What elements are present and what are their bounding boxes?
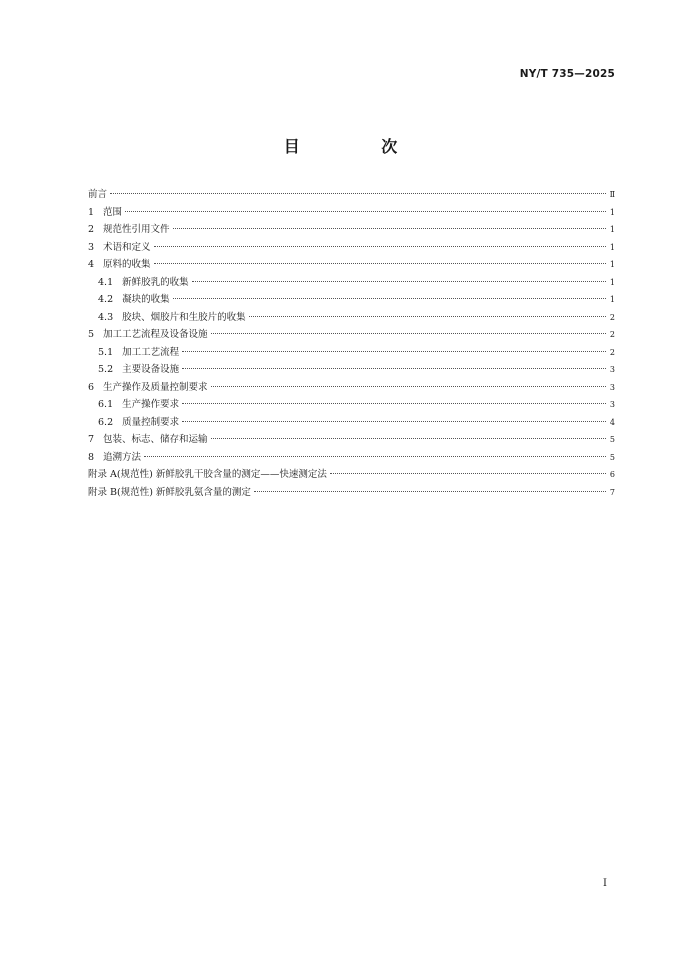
toc-entry-page: 2 xyxy=(609,312,615,322)
toc-leader-dots xyxy=(254,490,606,492)
toc-entry-4-2[interactable] xyxy=(88,291,615,309)
toc-entry-title: 新鲜胶乳的收集 xyxy=(122,276,189,288)
toc-leader-dots xyxy=(182,350,606,352)
toc-entry-title: 主要设备设施 xyxy=(122,364,180,375)
toc-entry-page: 1 xyxy=(609,207,615,217)
toc-entry-5[interactable] xyxy=(88,326,615,344)
toc-entry-3[interactable] xyxy=(88,239,615,257)
table-of-contents xyxy=(88,186,615,501)
toc-entry-4[interactable] xyxy=(88,256,615,274)
toc-entry-number: 6.1 xyxy=(98,399,114,410)
toc-entry-number: 4.2 xyxy=(98,294,114,305)
toc-entry-title: 加工工艺流程 xyxy=(122,346,180,358)
toc-leader-dots xyxy=(154,262,606,264)
toc-entry-title: 规范性引用文件 xyxy=(103,224,170,235)
toc-leader-dots xyxy=(173,297,606,299)
page-number: I xyxy=(603,878,607,889)
toc-entry-page: 1 xyxy=(609,242,615,252)
toc-entry-title: 质量控制要求 xyxy=(122,416,180,428)
toc-entry-number: 6 xyxy=(88,381,95,393)
toc-entry-title: 前言 xyxy=(88,189,108,200)
toc-entry-title: 生产操作及质量控制要求 xyxy=(103,381,208,393)
toc-leader-dots xyxy=(173,227,606,229)
toc-leader-dots xyxy=(330,472,606,474)
toc-entry-4-3[interactable] xyxy=(88,309,615,327)
toc-entry-number: 4 xyxy=(88,259,95,270)
toc-entry-6-1[interactable] xyxy=(88,396,615,414)
toc-entry-title: 胶块、烟胶片和生胶片的收集 xyxy=(122,311,246,323)
toc-entry-7[interactable] xyxy=(88,431,615,449)
toc-entry-2[interactable] xyxy=(88,221,615,239)
toc-entry-appendix-a[interactable] xyxy=(88,466,615,484)
toc-entry-appendix-b[interactable] xyxy=(88,484,615,502)
toc-leader-dots xyxy=(211,437,606,439)
toc-entry-number: 5 xyxy=(88,329,95,340)
toc-entry-page: 6 xyxy=(609,470,615,479)
toc-entry-title: 包装、标志、储存和运输 xyxy=(103,434,208,445)
toc-entry-page: 1 xyxy=(609,277,615,287)
toc-entry-page: 3 xyxy=(609,382,615,392)
toc-entry-title: 加工工艺流程及设备设施 xyxy=(103,329,208,340)
toc-entry-number: 5.2 xyxy=(98,364,114,375)
toc-entry-1[interactable] xyxy=(88,204,615,222)
toc-entry-4-1[interactable] xyxy=(88,274,615,292)
toc-leader-dots xyxy=(110,192,606,194)
toc-entry-title: 附录 A(规范性) 新鲜胶乳干胶含量的测定——快速测定法 xyxy=(88,469,327,480)
toc-title: 目 次 xyxy=(283,137,436,156)
toc-entry-title: 生产操作要求 xyxy=(122,399,180,410)
toc-entry-title: 附录 B(规范性) 新鲜胶乳氨含量的测定 xyxy=(88,486,251,498)
toc-leader-dots xyxy=(192,280,606,282)
toc-leader-dots xyxy=(154,245,606,247)
toc-entry-number: 6.2 xyxy=(98,416,114,428)
toc-leader-dots xyxy=(125,210,606,212)
toc-leader-dots xyxy=(249,315,606,317)
toc-entry-title: 凝块的收集 xyxy=(122,294,170,305)
toc-entry-number: 4.1 xyxy=(98,276,114,288)
toc-entry-page: 7 xyxy=(609,487,615,497)
toc-entry-title: 追溯方法 xyxy=(103,451,142,463)
toc-entry-page: 1 xyxy=(609,225,615,234)
toc-entry-8[interactable] xyxy=(88,449,615,467)
toc-entry-title: 术语和定义 xyxy=(103,241,151,253)
toc-entry-page: 4 xyxy=(609,417,615,427)
toc-entry-title: 原料的收集 xyxy=(103,259,151,270)
toc-entry-page: 1 xyxy=(609,295,615,304)
toc-entry-page: 2 xyxy=(609,347,615,357)
toc-leader-dots xyxy=(182,420,606,422)
toc-entry-number: 2 xyxy=(88,224,95,235)
standard-code: NY/T 735—2025 xyxy=(519,68,615,80)
toc-leader-dots xyxy=(211,332,606,334)
toc-entry-5-2[interactable] xyxy=(88,361,615,379)
toc-entry-6[interactable] xyxy=(88,379,615,397)
toc-entry-page: Ⅱ xyxy=(609,190,615,199)
toc-entry-5-1[interactable] xyxy=(88,344,615,362)
toc-entry-preface[interactable] xyxy=(88,186,615,204)
toc-entry-page: 3 xyxy=(609,365,615,374)
toc-entry-number: 3 xyxy=(88,241,95,253)
toc-leader-dots xyxy=(211,385,606,387)
toc-leader-dots xyxy=(182,402,606,404)
toc-entry-page: 5 xyxy=(609,452,615,462)
toc-entry-page: 5 xyxy=(609,435,615,444)
toc-entry-number: 7 xyxy=(88,434,95,445)
toc-entry-number: 5.1 xyxy=(98,346,114,358)
toc-entry-number: 8 xyxy=(88,451,95,463)
toc-leader-dots xyxy=(182,367,606,369)
toc-entry-page: 3 xyxy=(609,400,615,409)
toc-entry-number: 1 xyxy=(88,206,95,218)
toc-leader-dots xyxy=(144,455,606,457)
toc-entry-page: 1 xyxy=(609,260,615,269)
toc-entry-number: 4.3 xyxy=(98,311,114,323)
toc-entry-page: 2 xyxy=(609,330,615,339)
toc-entry-6-2[interactable] xyxy=(88,414,615,432)
toc-entry-title: 范围 xyxy=(103,206,123,218)
